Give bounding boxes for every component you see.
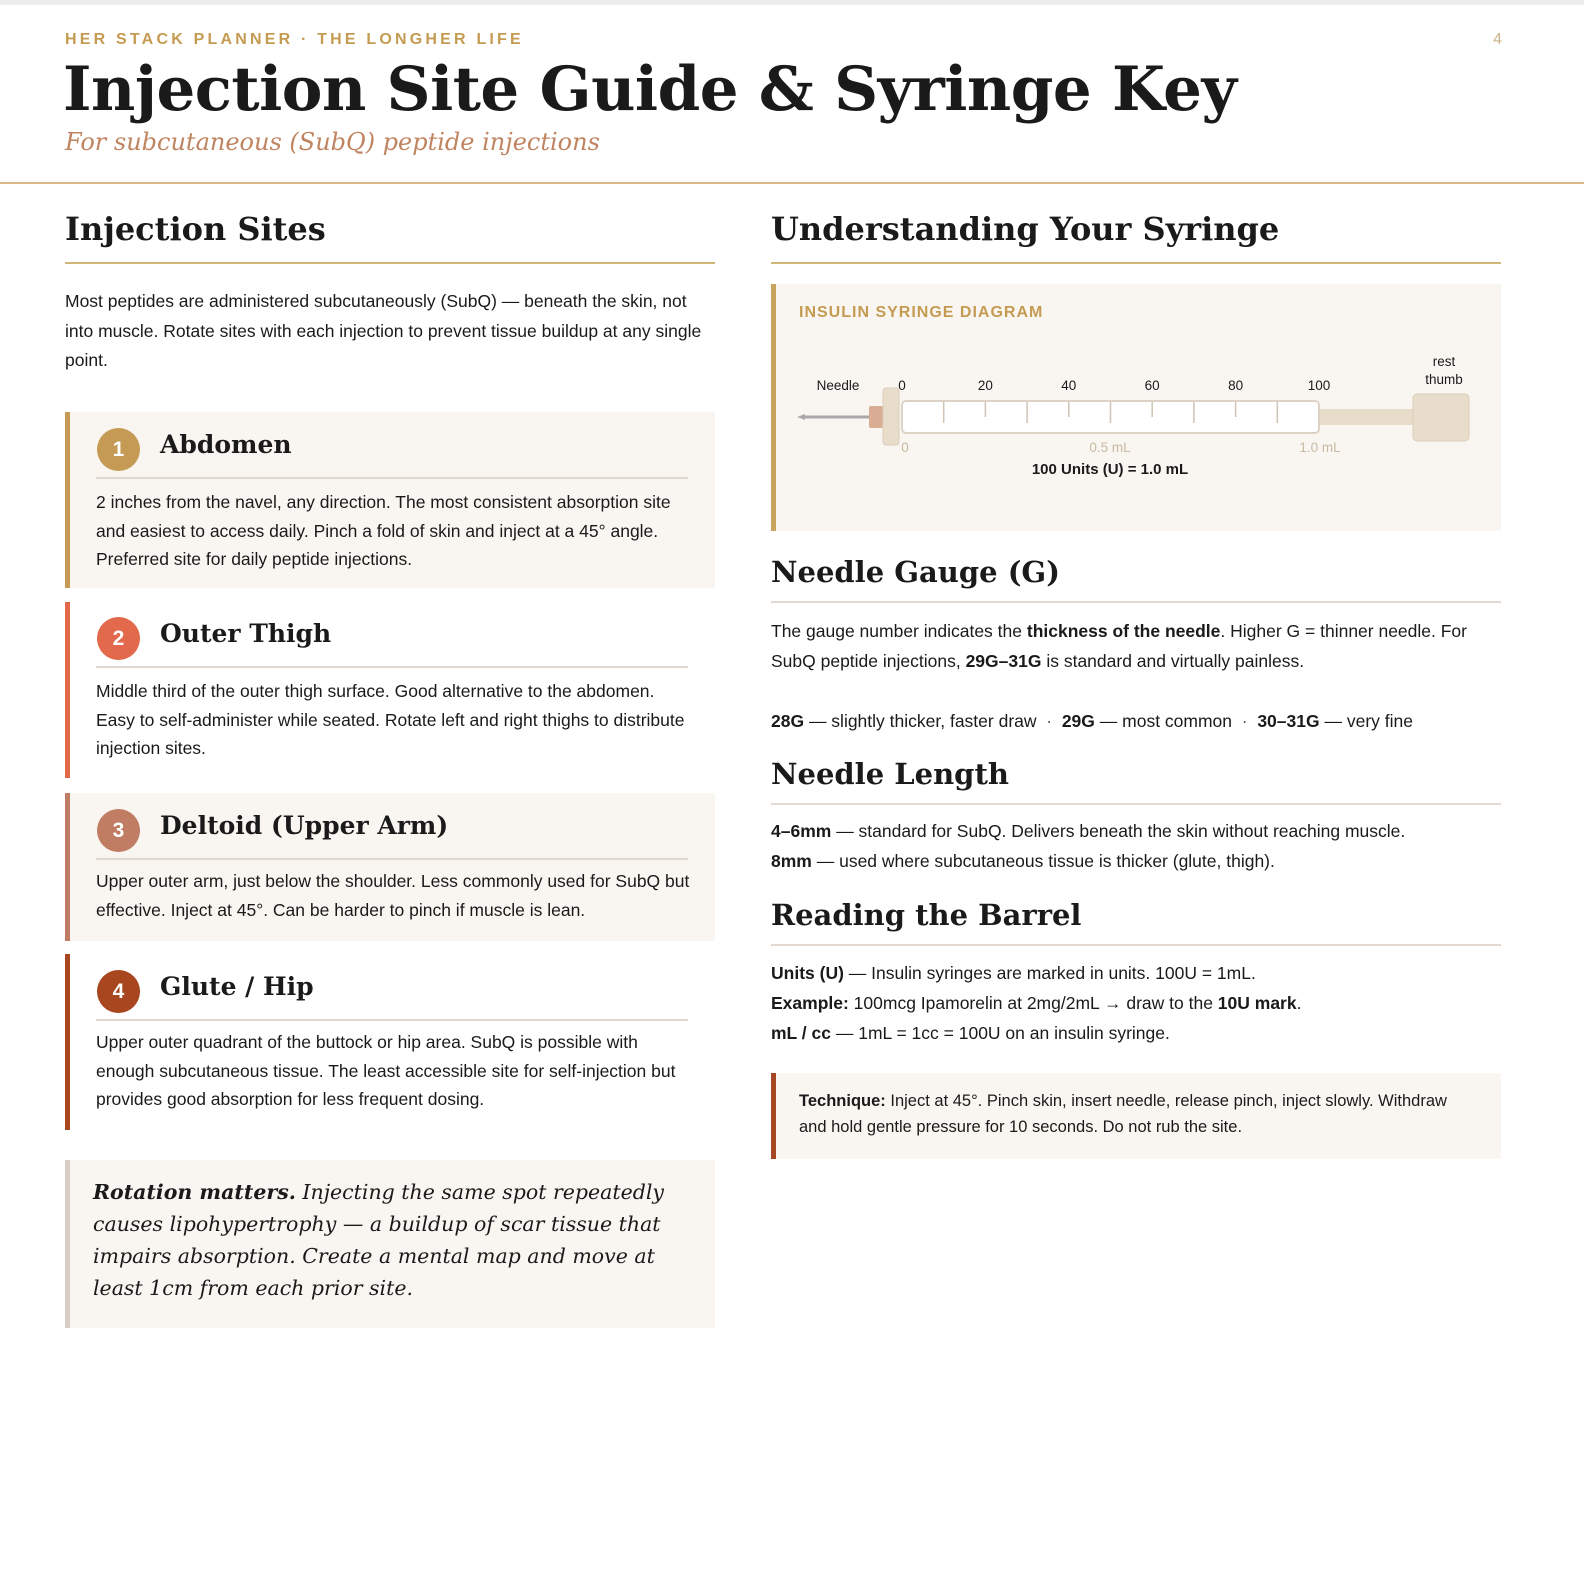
separator-dot: · <box>1046 711 1053 731</box>
site-divider <box>96 477 688 479</box>
gauge-text: . Higher G = thinner needle. For SubQ peptide injections, <box>771 621 1467 671</box>
site-description: Middle third of the outer thigh surface. Good alternative to the abdomen. Easy to self-administer while seated. Rotate left and right thighs to distribute injection sites. <box>96 681 685 758</box>
site-divider <box>96 1019 688 1021</box>
unit-tick-label: 80 <box>1228 378 1244 393</box>
needle-length-list <box>771 816 1531 876</box>
length-desc: — standard for SubQ. Delivers beneath the skin without reaching muscle. <box>831 821 1406 841</box>
syringe-heading: Understanding Your Syringe <box>771 210 1280 248</box>
needle-gauge-heading: Needle Gauge (G) <box>771 555 1060 589</box>
site-divider <box>96 858 688 860</box>
site-accent-bar <box>65 793 70 941</box>
gauge-emphasis: 29G–31G <box>965 651 1042 671</box>
site-description: Upper outer arm, just below the shoulder. Less commonly used for SubQ but effective. Inject at 45°. Can be harder to pinch if muscle is lean. <box>96 871 690 920</box>
needle-gauge-rule <box>771 601 1501 603</box>
gauge-size-desc: — most common <box>1094 711 1233 731</box>
ml-tick-label: 0.5 mL <box>1089 440 1131 455</box>
gauge-size-list <box>771 706 1531 736</box>
rotation-note-body: Injecting the same spot repeatedly causes lipohypertrophy — a buildup of scar tissue that impairs absorption. Create a mental map and move at least 1cm from each prior site. <box>93 1180 664 1300</box>
rotation-note <box>65 1160 715 1328</box>
barrel-emphasis: 10U mark <box>1217 993 1297 1013</box>
needle-length-heading: Needle Length <box>771 757 1009 791</box>
rotation-note-text <box>93 1176 693 1304</box>
top-border <box>0 0 1584 5</box>
gauge-size-desc: — very fine <box>1319 711 1413 731</box>
separator-dot: · <box>1241 711 1248 731</box>
note-accent-bar <box>65 1160 70 1328</box>
reading-barrel-list <box>771 958 1531 1048</box>
planner-kicker: HER STACK PLANNER · THE LONGHER LIFE <box>65 31 524 48</box>
site-card-abdomen <box>65 412 715 588</box>
page-number: 4 <box>1493 31 1502 48</box>
unit-tick-label: 20 <box>977 378 993 393</box>
needle-tip <box>797 414 805 420</box>
unit-tick-label: 100 <box>1307 378 1331 393</box>
barrel-term: Units (U) <box>771 963 844 983</box>
reading-barrel-rule <box>771 944 1501 946</box>
gauge-size: 28G <box>771 711 805 731</box>
barrel-desc: . <box>1296 993 1302 1013</box>
unit-tick-label: 60 <box>1144 378 1160 393</box>
injection-sites-intro: Most peptides are administered subcutaneously (SubQ) — beneath the skin, not into muscle. Rotate sites with each injection to prevent tissue buildup at any single point. <box>65 291 702 370</box>
plunger-rod <box>1317 409 1413 425</box>
needle-gauge-description <box>771 616 1501 676</box>
barrel-flange <box>883 388 899 445</box>
syringe-rule <box>771 262 1501 264</box>
site-divider <box>96 666 688 668</box>
unit-tick-label: 0 <box>898 378 906 393</box>
technique-text <box>799 1088 1479 1140</box>
reading-barrel-heading: Reading the Barrel <box>771 898 1082 932</box>
needle-length-item <box>771 846 1531 876</box>
site-description: 2 inches from the navel, any direction. The most consistent absorption site and easiest to access daily. Pinch a fold of skin and inject at a 45° angle. Preferred site for daily peptide injections. <box>96 492 671 569</box>
gauge-text: The gauge number indicates the <box>771 621 1027 641</box>
length-value: 8mm <box>771 851 812 871</box>
barrel-item <box>771 1018 1531 1048</box>
site-number-badge: 4 <box>97 970 140 1013</box>
technique-accent-bar <box>771 1073 776 1159</box>
barrel-term: mL / cc <box>771 1023 831 1043</box>
unit-tick-label: 40 <box>1061 378 1077 393</box>
diagram-label: INSULIN SYRINGE DIAGRAM <box>799 304 1044 321</box>
site-number-badge: 2 <box>97 617 140 660</box>
technique-lead: Technique: <box>799 1092 886 1110</box>
technique-body: Inject at 45°. Pinch skin, insert needle, release pinch, inject slowly. Withdraw and hold gentle pressure for 10 seconds. Do not rub the site. <box>799 1092 1447 1136</box>
gauge-emphasis: thickness of the needle <box>1026 621 1221 641</box>
syringe-caption: 100 Units (U) = 1.0 mL <box>1031 461 1189 478</box>
site-number-badge: 1 <box>97 428 140 471</box>
needle-label: Needle <box>816 378 860 393</box>
thumb-rest <box>1413 394 1469 441</box>
barrel-desc: — 1mL = 1cc = 100U on an insulin syringe. <box>831 1023 1170 1043</box>
site-card-outer-thigh <box>65 602 715 778</box>
site-number-badge: 3 <box>97 809 140 852</box>
page-title: Injection Site Guide & Syringe Key <box>63 54 1237 125</box>
gauge-text: is standard and virtually painless. <box>1041 651 1305 671</box>
gauge-size: 29G <box>1061 711 1095 731</box>
injection-sites-rule <box>65 262 715 264</box>
length-value: 4–6mm <box>771 821 832 841</box>
site-title: Outer Thigh <box>160 619 332 648</box>
page-subtitle: For subcutaneous (SubQ) peptide injections <box>65 128 600 156</box>
needle-length-rule <box>771 803 1501 805</box>
site-title: Deltoid (Upper Arm) <box>160 811 449 840</box>
site-card-glute-hip <box>65 954 715 1130</box>
barrel-item <box>771 988 1531 1018</box>
barrel-term: Example: <box>771 993 849 1013</box>
gauge-size: 30–31G <box>1257 711 1320 731</box>
technique-callout <box>771 1073 1501 1159</box>
gauge-size-desc: — slightly thicker, faster draw <box>804 711 1037 731</box>
site-accent-bar <box>65 412 70 588</box>
syringe-diagram <box>771 284 1501 531</box>
barrel-desc: 100mcg Ipamorelin at 2mg/2mL → draw to the <box>848 993 1218 1013</box>
thumb-rest-label-rest: rest <box>1432 354 1456 369</box>
ml-tick-label: 1.0 mL <box>1299 440 1341 455</box>
needle-hub <box>869 406 883 428</box>
injection-sites-heading: Injection Sites <box>65 210 326 248</box>
site-title: Glute / Hip <box>160 972 314 1001</box>
site-accent-bar <box>65 602 70 778</box>
ml-tick-label: 0 <box>901 440 909 455</box>
needle-length-item <box>771 816 1531 846</box>
header-divider <box>0 182 1584 184</box>
rotation-note-lead: Rotation matters. <box>93 1180 296 1204</box>
length-desc: — used where subcutaneous tissue is thicker (glute, thigh). <box>811 851 1275 871</box>
syringe-diagram-panel <box>771 284 1501 531</box>
site-description: Upper outer quadrant of the buttock or hip area. SubQ is possible with enough subcutaneous tissue. The least accessible site for self-injection but provides good absorption for less frequent dosing. <box>96 1032 676 1109</box>
barrel-item <box>771 958 1531 988</box>
site-accent-bar <box>65 954 70 1130</box>
thumb-rest-label-thumb: thumb <box>1425 372 1463 387</box>
site-title: Abdomen <box>160 430 292 459</box>
site-card-deltoid <box>65 793 715 941</box>
barrel-desc: — Insulin syringes are marked in units. 100U = 1mL. <box>843 963 1256 983</box>
